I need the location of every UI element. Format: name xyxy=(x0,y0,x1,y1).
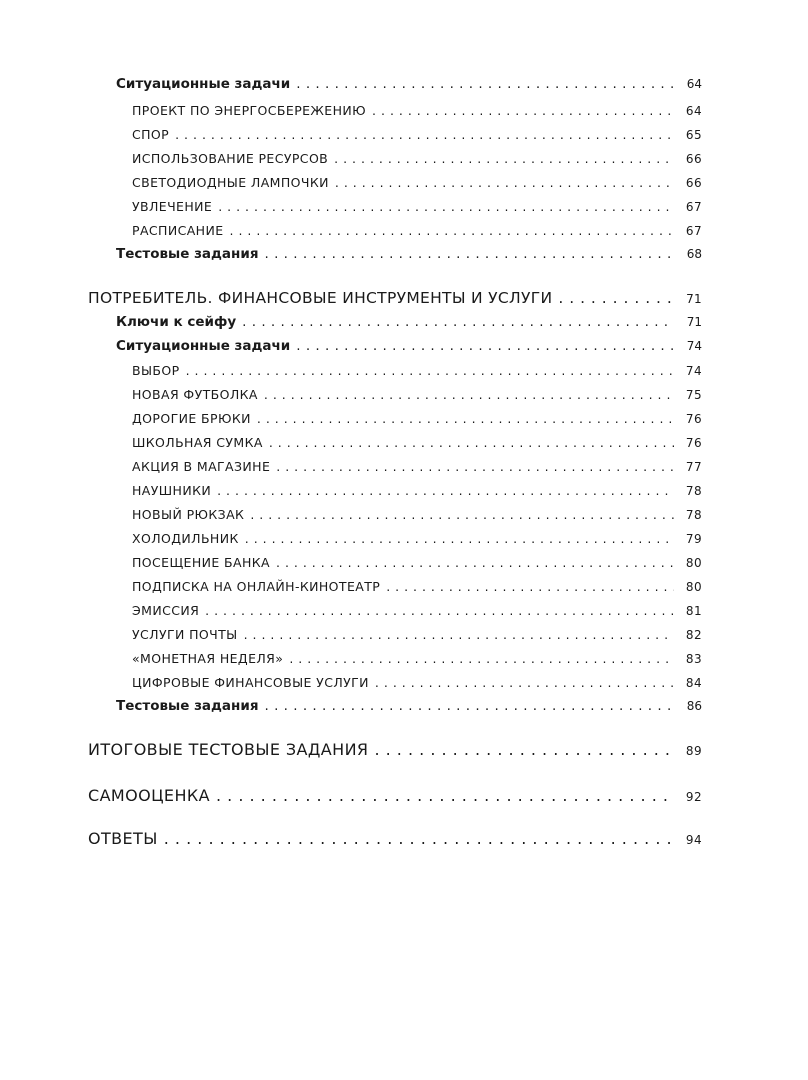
dot-leader xyxy=(296,76,674,92)
toc-entry-title: ПОСЕЩЕНИЕ БАНКА xyxy=(132,555,271,570)
toc-entry-title: ДОРОГИЕ БРЮКИ xyxy=(132,411,251,426)
toc-entry-title: Тестовые задания xyxy=(116,246,259,262)
toc-page-number: 71 xyxy=(686,315,702,329)
toc-entry-title: ШКОЛЬНАЯ СУМКА xyxy=(132,435,263,450)
toc-chapter-consumer[interactable] xyxy=(88,289,702,307)
toc-item[interactable] xyxy=(132,651,702,666)
toc-section-tests-2[interactable] xyxy=(116,698,702,714)
dot-leader xyxy=(230,223,675,238)
toc-item[interactable] xyxy=(132,555,702,570)
dot-leader xyxy=(205,603,674,618)
toc-chapter-answers[interactable] xyxy=(88,829,702,848)
toc-page-number: 66 xyxy=(685,152,702,166)
toc-entry-title: «МОНЕТНАЯ НЕДЕЛЯ» xyxy=(132,651,284,666)
toc-section-tests-1[interactable] xyxy=(116,246,702,262)
toc-page-number: 86 xyxy=(686,699,702,713)
toc-page-number: 78 xyxy=(685,484,702,498)
toc-page-number: 76 xyxy=(685,412,702,426)
toc-item[interactable] xyxy=(132,435,702,450)
toc-page-number: 67 xyxy=(685,200,702,214)
dot-leader xyxy=(296,338,674,354)
dot-leader xyxy=(164,829,674,848)
dot-leader xyxy=(265,246,675,262)
dot-leader xyxy=(334,151,674,166)
toc-entry-title: АКЦИЯ В МАГАЗИНЕ xyxy=(132,459,271,474)
dot-leader xyxy=(245,531,674,546)
toc-section-situational-2[interactable] xyxy=(116,338,702,354)
toc-item[interactable] xyxy=(132,603,702,618)
toc-page-number: 89 xyxy=(685,744,702,758)
dot-leader xyxy=(250,507,674,522)
toc-page-number: 68 xyxy=(686,247,702,261)
toc-entry-title: ИТОГОВЫЕ ТЕСТОВЫЕ ЗАДАНИЯ xyxy=(88,740,369,759)
toc-page-number: 65 xyxy=(685,128,702,142)
toc-entry-title: Ситуационные задачи xyxy=(116,338,291,354)
toc-entry-title: НАУШНИКИ xyxy=(132,483,212,498)
toc-page-number: 76 xyxy=(685,436,702,450)
dot-leader xyxy=(257,411,674,426)
toc-item[interactable] xyxy=(132,103,702,118)
toc-entry-title: ОТВЕТЫ xyxy=(88,829,158,848)
toc-item[interactable] xyxy=(132,675,702,690)
toc-page-number: 66 xyxy=(685,176,702,190)
toc-entry-title: ПОДПИСКА НА ОНЛАЙН-КИНОТЕАТР xyxy=(132,579,381,594)
toc-page-number: 82 xyxy=(685,628,702,642)
dot-leader xyxy=(186,363,674,378)
toc-page-number: 67 xyxy=(685,224,702,238)
toc-entry-title: ХОЛОДИЛЬНИК xyxy=(132,531,239,546)
toc-entry-title: ЭМИССИЯ xyxy=(132,603,200,618)
dot-leader xyxy=(269,435,674,450)
dot-leader xyxy=(374,740,674,759)
toc-section-keys[interactable] xyxy=(116,314,702,330)
toc-page-number: 71 xyxy=(686,292,702,306)
toc-item[interactable] xyxy=(132,531,702,546)
toc-page-number: 80 xyxy=(685,580,702,594)
toc-item[interactable] xyxy=(132,483,702,498)
toc-page-number: 83 xyxy=(685,652,702,666)
toc-item[interactable] xyxy=(132,411,702,426)
toc-item[interactable] xyxy=(132,127,702,142)
toc-entry-title: РАСПИСАНИЕ xyxy=(132,223,224,238)
dot-leader xyxy=(386,579,674,594)
dot-leader xyxy=(276,459,674,474)
dot-leader xyxy=(375,675,674,690)
dot-leader xyxy=(175,127,674,142)
toc-item[interactable] xyxy=(132,175,702,190)
toc-entry-title: Ключи к сейфу xyxy=(116,314,237,330)
toc-page-number: 77 xyxy=(685,460,702,474)
toc-page-number: 74 xyxy=(686,339,702,353)
toc-item[interactable] xyxy=(132,199,702,214)
toc-entry-title: ПРОЕКТ ПО ЭНЕРГОСБЕРЕЖЕНИЮ xyxy=(132,103,367,118)
toc-entry-title: САМООЦЕНКА xyxy=(88,786,210,805)
toc-entry-title: Тестовые задания xyxy=(116,698,259,714)
dot-leader xyxy=(558,289,674,307)
toc-entry-title: ЦИФРОВЫЕ ФИНАНСОВЫЕ УСЛУГИ xyxy=(132,675,369,690)
toc-page-number: 64 xyxy=(686,77,702,91)
toc-entry-title: НОВЫЙ РЮКЗАК xyxy=(132,507,245,522)
toc-item[interactable] xyxy=(132,627,702,642)
toc-item[interactable] xyxy=(132,363,702,378)
toc-page-number: 79 xyxy=(685,532,702,546)
dot-leader xyxy=(265,698,675,714)
toc-page-number: 92 xyxy=(685,790,702,804)
toc-page-number: 64 xyxy=(685,104,702,118)
toc-section-situational-1[interactable] xyxy=(116,76,702,92)
toc-entry-title: УВЛЕЧЕНИЕ xyxy=(132,199,213,214)
toc-entry-title: Ситуационные задачи xyxy=(116,76,291,92)
toc-item[interactable] xyxy=(132,223,702,238)
dot-leader xyxy=(289,651,674,666)
toc-entry-title: ПОТРЕБИТЕЛЬ. ФИНАНСОВЫЕ ИНСТРУМЕНТЫ И УСЛУГИ xyxy=(88,289,553,307)
toc-item[interactable] xyxy=(132,579,702,594)
toc-page-number: 81 xyxy=(685,604,702,618)
toc-page-number: 80 xyxy=(685,556,702,570)
dot-leader xyxy=(217,483,674,498)
dot-leader xyxy=(264,387,674,402)
toc-entry-title: ИСПОЛЬЗОВАНИЕ РЕСУРСОВ xyxy=(132,151,329,166)
dot-leader xyxy=(276,555,674,570)
toc-page-number: 94 xyxy=(685,833,702,847)
toc-entry-title: УСЛУГИ ПОЧТЫ xyxy=(132,627,238,642)
dot-leader xyxy=(216,786,674,805)
toc-entry-title: СПОР xyxy=(132,127,170,142)
toc-page-number: 74 xyxy=(685,364,702,378)
toc-item[interactable] xyxy=(132,151,702,166)
dot-leader xyxy=(218,199,674,214)
dot-leader xyxy=(372,103,674,118)
toc-chapter-final-tests[interactable] xyxy=(88,740,702,759)
toc-entry-title: НОВАЯ ФУТБОЛКА xyxy=(132,387,258,402)
toc-entry-title: СВЕТОДИОДНЫЕ ЛАМПОЧКИ xyxy=(132,175,329,190)
dot-leader xyxy=(335,175,674,190)
toc-chapter-self-assessment[interactable] xyxy=(88,786,702,805)
toc-page-number: 84 xyxy=(685,676,702,690)
dot-leader xyxy=(244,627,674,642)
toc-item[interactable] xyxy=(132,459,702,474)
toc-item[interactable] xyxy=(132,387,702,402)
toc-entry-title: ВЫБОР xyxy=(132,363,180,378)
dot-leader xyxy=(242,314,674,330)
toc-page-number: 75 xyxy=(685,388,702,402)
toc-page-number: 78 xyxy=(685,508,702,522)
toc-item[interactable] xyxy=(132,507,702,522)
